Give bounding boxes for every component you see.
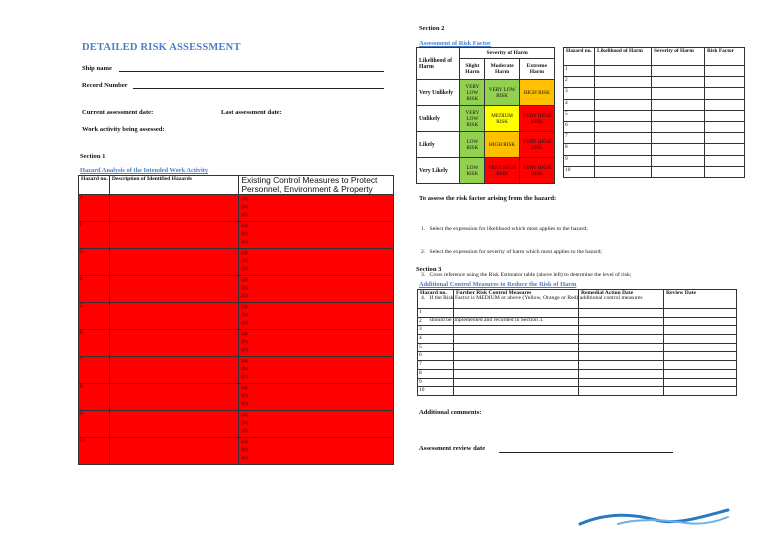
col-hazard-no: Hazard no. [564,48,595,66]
step-2: 2. Select the expression for severity of harm which most applies to the hazard; [421,248,603,255]
sub-a: (a) [241,331,248,337]
sub-c: (c) [241,293,248,300]
action-no: 4 [418,335,454,344]
hazard-desc-cell[interactable] [109,438,239,465]
summary-no: 10 [564,166,595,177]
sub-b: (b) [241,312,248,319]
sub-c: (c) [241,320,248,327]
sub-a: (a) [241,223,248,229]
action-cell[interactable] [454,361,579,370]
summary-cell[interactable] [705,77,745,88]
summary-cell[interactable] [705,66,745,77]
additional-comments-label: Additional comments: [419,409,482,416]
section3-heading: Section 3 [416,266,442,273]
record-number-label: Record Number [82,82,128,89]
record-number-field[interactable] [133,88,384,89]
risk-estimator-table [416,47,555,184]
action-cell[interactable] [579,335,664,344]
sev-slight: Slight Harm [460,59,485,80]
controls-cell[interactable] [239,330,394,357]
summary-cell[interactable] [595,88,652,99]
action-cell[interactable] [579,317,664,326]
sub-a: (a) [241,196,248,202]
work-activity-label: Work activity being assessed: [82,126,165,133]
review-date-label: Assessment review date [419,445,486,452]
summary-cell[interactable] [595,66,652,77]
risk-cell: VERY LOW RISK [460,106,485,132]
action-cell[interactable] [454,369,579,378]
sub-b: (b) [241,231,248,238]
action-no: 10 [418,387,454,396]
controls-cell[interactable] [239,384,394,411]
action-cell[interactable] [664,369,737,378]
summary-cell[interactable] [595,144,652,155]
action-no: 6 [418,352,454,361]
step-1: 1. Select the expression for likelihood which most applies to the hazard; [421,226,588,233]
hazard-desc-cell[interactable] [109,357,239,384]
action-no: 8 [418,369,454,378]
sub-a: (a) [241,385,248,391]
summary-cell[interactable] [705,88,745,99]
action-cell[interactable] [664,361,737,370]
risk-cell: MEDIUM RISK [485,106,519,132]
controls-cell[interactable] [239,411,394,438]
action-cell[interactable] [664,343,737,352]
last-date-label: Last assessment date: [221,109,282,116]
controls-cell[interactable] [239,438,394,465]
action-cell[interactable] [454,317,579,326]
action-cell[interactable] [454,326,579,335]
controls-cell[interactable] [239,195,394,222]
summary-cell[interactable] [652,155,705,166]
action-cell[interactable] [664,335,737,344]
summary-cell[interactable] [652,77,705,88]
controls-cell[interactable] [239,276,394,303]
assess-heading: To assess the risk factor arising from the hazard: [419,195,557,202]
action-cell[interactable] [454,309,579,318]
hazard-no: 6 [79,330,110,357]
hazard-desc-cell[interactable] [109,276,239,303]
hazard-no: 10 [79,438,110,465]
additional-controls-table [417,289,737,396]
summary-cell[interactable] [705,144,745,155]
summary-cell[interactable] [595,77,652,88]
summary-cell[interactable] [652,99,705,110]
hazard-desc-cell[interactable] [109,384,239,411]
sub-a: (a) [241,277,248,283]
action-no: 1 [418,309,454,318]
action-no: 7 [418,361,454,370]
col-description: Description of Identified Hazards [109,176,239,195]
section3-subtitle: Additional Control Measures to Reduce the Risk of Harm [419,281,577,288]
sub-c: (c) [241,428,248,435]
hazard-no: 8 [79,384,110,411]
summary-no: 1 [564,66,595,77]
sub-c: (c) [241,266,248,273]
summary-cell[interactable] [595,133,652,144]
summary-no: 4 [564,99,595,110]
wave-logo-icon [578,506,734,533]
hazard-desc-cell[interactable] [109,330,239,357]
summary-no: 7 [564,133,595,144]
summary-no: 9 [564,155,595,166]
review-date-field[interactable] [499,452,673,453]
action-cell[interactable] [454,378,579,387]
action-cell[interactable] [664,387,737,396]
summary-cell[interactable] [652,133,705,144]
sub-a: (a) [241,439,248,445]
action-no: 9 [418,378,454,387]
action-no: 2 [418,317,454,326]
risk-summary-table [563,47,745,178]
controls-cell[interactable] [239,357,394,384]
summary-cell[interactable] [652,121,705,132]
hazard-no: 3 [79,249,110,276]
sub-c: (c) [241,455,248,462]
action-cell[interactable] [664,378,737,387]
sub-b: (b) [241,420,248,427]
sub-c: (c) [241,401,248,408]
summary-cell[interactable] [652,144,705,155]
sub-a: (a) [241,358,248,364]
summary-no: 2 [564,77,595,88]
controls-cell[interactable] [239,249,394,276]
summary-cell[interactable] [652,166,705,177]
controls-cell[interactable] [239,303,394,330]
lik-likely: Likely [417,132,460,158]
section2-heading: Section 2 [419,25,445,32]
action-cell[interactable] [664,309,737,318]
section2-subtitle: Assessment of Risk Factor [419,40,491,47]
action-cell[interactable] [664,317,737,326]
col-hazard-no: Hazard no. [79,176,110,195]
action-cell[interactable] [579,309,664,318]
col-severity: Severity of Harm [652,48,705,66]
action-cell[interactable] [579,326,664,335]
risk-cell: VERY HIGH RISK [519,106,554,132]
summary-cell[interactable] [652,110,705,121]
sev-moderate: Moderate Harm [485,59,519,80]
summary-cell[interactable] [705,155,745,166]
risk-cell: VERY HIGH RISK [519,132,554,158]
lik-very-unlikely: Very Unlikely [417,80,460,106]
section1-heading: Section 1 [80,153,106,160]
summary-cell[interactable] [652,88,705,99]
section1-subtitle: Hazard Analysis of the Intended Work Activity [80,167,209,174]
action-no: 3 [418,326,454,335]
action-cell[interactable] [454,387,579,396]
sub-c: (c) [241,212,248,219]
sub-b: (b) [241,447,248,454]
col-risk-factor: Risk Factor [705,48,745,66]
action-cell[interactable] [454,335,579,344]
hazard-no: 7 [79,357,110,384]
action-cell[interactable] [579,387,664,396]
summary-cell[interactable] [595,121,652,132]
risk-cell: VERY HIGH RISK [485,158,519,184]
ship-name-label: Ship name [82,65,112,72]
sub-a: (a) [241,304,248,310]
step-3: 3. Cross reference using the Risk Estimator table (above left) to determine the level of risk; [421,271,632,278]
summary-cell[interactable] [595,166,652,177]
hazard-desc-cell[interactable] [109,303,239,330]
sub-a: (a) [241,250,248,256]
step-4: 4. If the Risk Factor is MEDIUM or above (Yellow, Orange or Red) additional control measures [421,294,643,301]
summary-no: 3 [564,88,595,99]
hazard-no: 2 [79,222,110,249]
col-review-date: Review Date [664,290,737,309]
sub-b: (b) [241,285,248,292]
col-likelihood: Likelihood of Harm [595,48,652,66]
hazard-no: 5 [79,303,110,330]
col-hazard-no: Hazard no. [418,290,454,309]
action-cell[interactable] [579,361,664,370]
summary-cell[interactable] [705,166,745,177]
action-cell[interactable] [579,352,664,361]
col-further-controls: Further Risk Control Measures [454,290,579,309]
action-cell[interactable] [664,326,737,335]
summary-cell[interactable] [652,66,705,77]
summary-no: 8 [564,144,595,155]
risk-cell: HIGH RISK [519,80,554,106]
lik-very-likely: Very Likely [417,158,460,184]
summary-cell[interactable] [705,99,745,110]
likelihood-header: Likelihood of Harm [417,48,460,80]
hazard-no: 1 [79,195,110,222]
hazard-desc-cell[interactable] [109,222,239,249]
sub-a: (a) [241,412,248,418]
hazard-desc-cell[interactable] [109,249,239,276]
current-date-label: Current assessment date: [82,109,154,116]
col-remedial-date: Remedial Action Date [579,290,664,309]
action-cell[interactable] [579,343,664,352]
action-cell[interactable] [664,352,737,361]
summary-no: 5 [564,110,595,121]
hazard-desc-cell[interactable] [109,195,239,222]
sub-b: (b) [241,339,248,346]
hazard-no: 4 [79,276,110,303]
summary-cell[interactable] [595,99,652,110]
action-no: 5 [418,343,454,352]
risk-cell: VERY LOW RISK [485,80,519,106]
summary-cell[interactable] [595,155,652,166]
sub-b: (b) [241,393,248,400]
sub-c: (c) [241,347,248,354]
sub-c: (c) [241,239,248,246]
hazard-no: 9 [79,411,110,438]
summary-cell[interactable] [595,110,652,121]
lik-unlikely: Unlikely [417,106,460,132]
ship-name-field[interactable] [119,71,384,72]
risk-cell: VERY HIGH RISK [519,158,554,184]
sev-extreme: Extreme Harm [519,59,554,80]
summary-cell[interactable] [705,110,745,121]
hazard-desc-cell[interactable] [109,411,239,438]
risk-cell: LOW RISK [460,158,485,184]
severity-header: Severity of Harm [460,48,555,59]
sub-b: (b) [241,258,248,265]
risk-cell: HIGH RISK [485,132,519,158]
action-cell[interactable] [579,378,664,387]
controls-cell[interactable] [239,222,394,249]
summary-cell[interactable] [705,133,745,144]
action-cell[interactable] [454,352,579,361]
action-cell[interactable] [454,343,579,352]
sub-b: (b) [241,204,248,211]
sub-b: (b) [241,366,248,373]
step-4-cont: should be implemented and recorded in Section 3. [421,317,544,324]
sub-c: (c) [241,374,248,381]
risk-cell: LOW RISK [460,132,485,158]
hazard-analysis-table [78,175,394,465]
page-title: DETAILED RISK ASSESSMENT [82,42,241,53]
summary-no: 6 [564,121,595,132]
summary-cell[interactable] [705,121,745,132]
col-existing-controls: Existing Control Measures to Protect Personnel, Environment & Property [239,176,394,195]
action-cell[interactable] [579,369,664,378]
risk-cell: VERY LOW RISK [460,80,485,106]
